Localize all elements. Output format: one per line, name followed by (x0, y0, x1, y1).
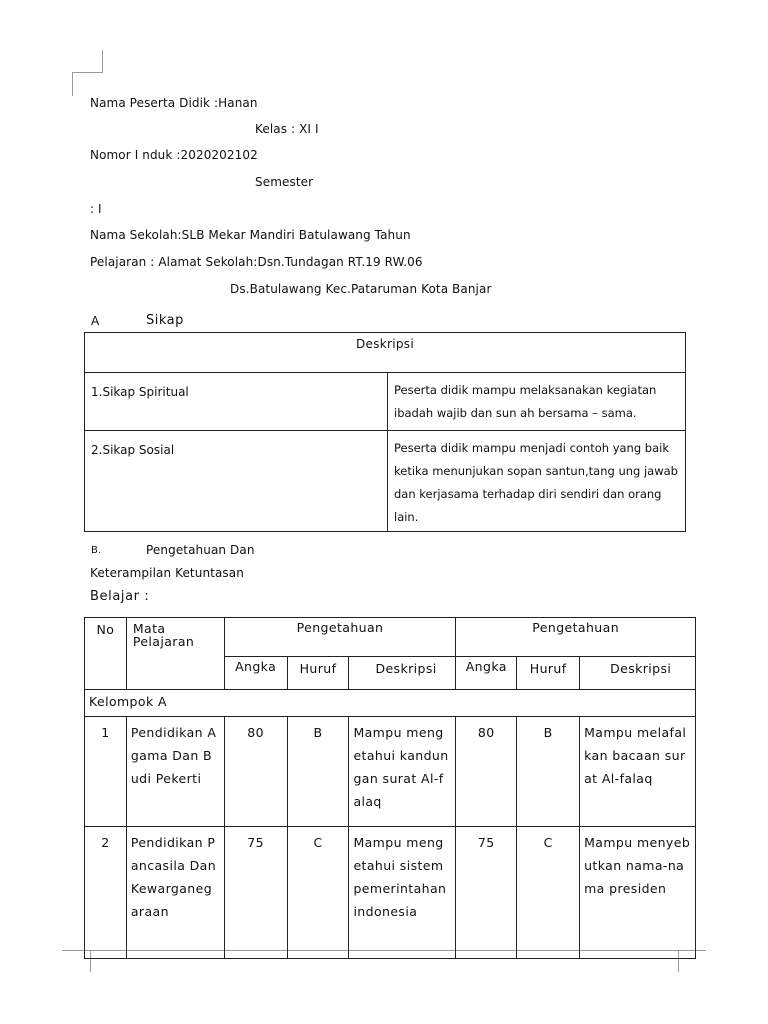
section-b-letter: B. (91, 545, 102, 556)
group-2-label: Pengetahuan (532, 620, 620, 635)
cell-desk-2: Mampu melafalkan bacaan surat Al-falaq (580, 717, 696, 827)
sikap-desc: Peserta didik mampu menjadi contoh yang baik ketika menunjukan sopan santun,tang ung jawab dan kerjasama terhadap diri sendiri dan orang lain. (388, 431, 686, 532)
table-header-row (85, 618, 696, 657)
corner-mark-top-v2 (72, 72, 73, 96)
cell-angka-1: 80 (224, 717, 287, 827)
group-1-label: Pengetahuan (296, 620, 384, 635)
school-address: Pelajaran : Alamat Sekolah:Dsn.Tundagan RT.19 RW.06 (90, 255, 423, 269)
group-label: Kelompok A (85, 690, 696, 717)
angka-label: Angka (235, 659, 277, 674)
col-desk-1: Deskripsi (349, 657, 456, 690)
sikap-header-cell (85, 333, 686, 373)
cell-angka-2: 80 (456, 717, 517, 827)
section-a-letter: A (91, 314, 100, 328)
col-angka-1 (224, 657, 287, 690)
cell-huruf-1: C (287, 827, 349, 959)
col-desk-2: Deskripsi (580, 657, 696, 690)
cell-desk-2: Mampu menyebutkan nama-nama presiden (580, 827, 696, 959)
cell-huruf-2: B (517, 717, 580, 827)
angka-label: Angka (465, 659, 507, 674)
col-group-1 (224, 618, 456, 657)
col-no: No (85, 618, 127, 690)
cell-desk-1: Mampu mengetahui kandungan surat Al-falaq (349, 717, 456, 827)
corner-mark-top-v (102, 50, 103, 72)
sikap-table (84, 332, 686, 532)
sikap-name: 1.Sikap Spiritual (85, 373, 388, 431)
semester-value: : I (90, 202, 102, 216)
cell-huruf-2: C (517, 827, 580, 959)
cell-angka-2: 75 (456, 827, 517, 959)
nilai-table (84, 617, 696, 959)
student-id: Nomor I nduk :2020202102 (90, 148, 258, 162)
sikap-desc: Peserta didik mampu melaksanakan kegiatan ibadah wajib dan sun ah bersama – sama. (388, 373, 686, 431)
col-huruf-1: Huruf (287, 657, 349, 690)
student-name: Nama Peserta Didik :Hanan (90, 96, 258, 110)
col-angka-2 (456, 657, 517, 690)
col-mata: Mata Pelajaran (126, 618, 224, 690)
section-b-title-3: Belajar : (90, 589, 150, 604)
col-group-2 (456, 618, 696, 657)
section-b-title-1: Pengetahuan Dan (146, 543, 255, 557)
cell-angka-1: 75 (224, 827, 287, 959)
sikap-name: 2.Sikap Sosial (85, 431, 388, 532)
cell-desk-1: Mampu mengetahui sistem pemerintahan indonesia (349, 827, 456, 959)
cell-no: 2 (85, 827, 127, 959)
school-address-2: Ds.Batulawang Kec.Pataruman Kota Banjar (230, 282, 492, 296)
cell-huruf-1: B (287, 717, 349, 827)
class-label: Kelas : XI I (255, 122, 319, 136)
table-row (85, 827, 696, 959)
semester-label: Semester (255, 175, 314, 189)
school-name: Nama Sekolah:SLB Mekar Mandiri Batulawang Tahun (90, 228, 411, 242)
sikap-header: Deskripsi (356, 337, 414, 351)
group-row (85, 690, 696, 717)
table-row (85, 431, 686, 532)
section-a-title: Sikap (146, 313, 184, 328)
corner-mark-top-h (72, 72, 103, 73)
table-row (85, 373, 686, 431)
col-huruf-2: Huruf (517, 657, 580, 690)
cell-mata: Pendidikan Agama Dan Budi Pekerti (126, 717, 224, 827)
section-b-title-2: Keterampilan Ketuntasan (90, 566, 244, 580)
cell-mata: Pendidikan Pancasila Dan Kewarganegaraan (126, 827, 224, 959)
cell-no: 1 (85, 717, 127, 827)
table-row (85, 717, 696, 827)
